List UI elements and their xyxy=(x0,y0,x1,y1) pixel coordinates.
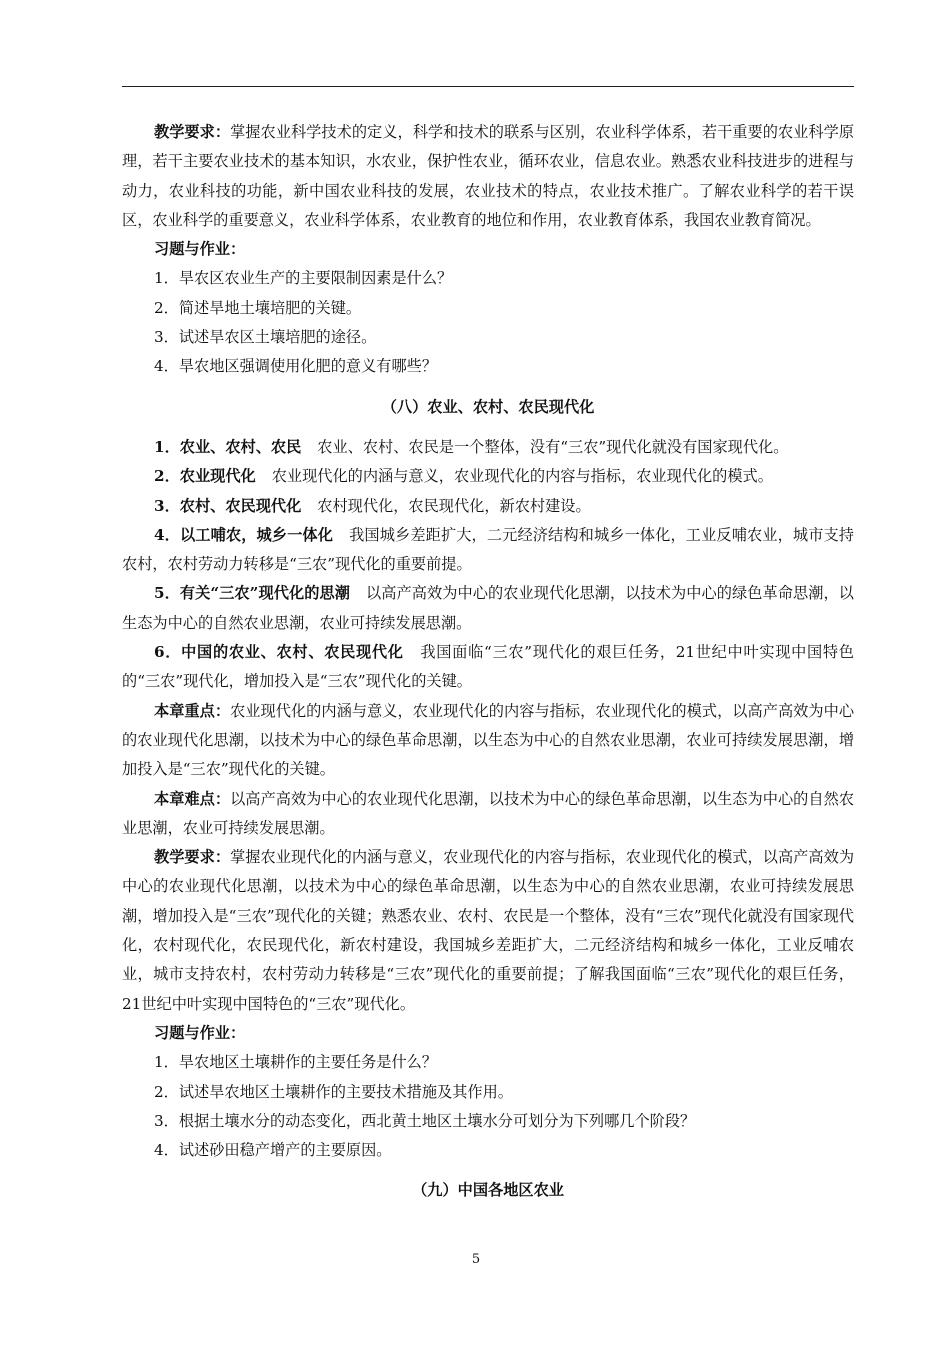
homework-question: 1．旱农区农业生产的主要限制因素是什么？ xyxy=(154,269,453,288)
chapter-difficulty xyxy=(122,785,854,844)
section-item xyxy=(122,579,854,638)
teaching-requirements xyxy=(122,843,854,1019)
chapter-difficulty-label: 本章难点： xyxy=(154,789,231,808)
header-rule xyxy=(122,86,854,87)
section-item-head: 6．中国的农业、农村、农民现代化 xyxy=(154,643,404,662)
homework-question: 2．简述旱地土壤培肥的关键。 xyxy=(154,298,362,317)
section-item-head: 3．农村、农民现代化 xyxy=(154,496,302,515)
section-item-head: 5．有关“三农”现代化的思潮 xyxy=(154,584,350,603)
homework-question: 2．试述旱农地区土壤耕作的主要技术措施及其作用。 xyxy=(154,1082,513,1101)
section-item-text: 以高产高效为中心的农业现代化思潮，以技术为中心的绿色革命思潮，以生态为中心的自然农业思潮，农业可持续发展思潮。 xyxy=(122,584,854,632)
section-item-head: 1．农业、农村、农民 xyxy=(154,437,302,456)
teaching-requirements xyxy=(122,118,854,235)
homework-question: 1．旱农地区土壤耕作的主要任务是什么？ xyxy=(154,1053,438,1072)
section-9-title: （九）中国各地区农业 xyxy=(412,1181,564,1200)
section-item-text: 农业现代化的内涵与意义，农业现代化的内容与指标，农业现代化的模式。 xyxy=(271,467,773,486)
section-item xyxy=(122,462,854,491)
section-item xyxy=(122,433,854,462)
teaching-requirements-label: 教学要求： xyxy=(154,123,231,141)
chapter-focus-text: 农业现代化的内涵与意义，农业现代化的内容与指标，农业现代化的模式，以高产高效为中心的农业现代化思潮，以技术为中心的绿色革命思潮，以生态为中心的自然农业思潮，农业可持续发展思潮，增加投入是“三农”现代化的关键。 xyxy=(122,701,855,779)
section-item-head: 4．以工哺农，城乡一体化 xyxy=(154,525,334,544)
section-8-title: （八）农业、农村、农民现代化 xyxy=(381,397,595,416)
homework-label: 习题与作业： xyxy=(154,240,246,259)
teaching-requirements-label: 教学要求： xyxy=(154,848,231,867)
section-item xyxy=(122,638,854,697)
page-number: 5 xyxy=(471,1252,481,1267)
homework-heading xyxy=(122,1019,854,1048)
homework-question: 4．试述砂田稳产增产的主要原因。 xyxy=(154,1141,392,1160)
chapter-focus xyxy=(122,697,854,785)
section-item-text: 我国面临“三农”现代化的艰巨任务，21世纪中叶实现中国特色的“三农”现代化，增加投入是“三农”现代化的关键。 xyxy=(122,643,854,691)
chapter-focus-label: 本章重点： xyxy=(154,701,231,720)
section-item xyxy=(122,492,854,521)
section-item-text: 农村现代化，农民现代化，新农村建设。 xyxy=(317,496,591,515)
page-body xyxy=(122,118,854,1206)
section-item-text: 我国城乡差距扩大，二元经济结构和城乡一体化，工业反哺农业，城市支持农村，农村劳动力转移是“三农”现代化的重要前提。 xyxy=(122,525,854,574)
teaching-requirements-text: 掌握农业现代化的内涵与意义，农业现代化的内容与指标，农业现代化的模式，以高产高效为中心的农业现代化思潮，以技术为中心的绿色革命思潮，以生态为中心的自然农业思潮，农业可持续发展思潮，增加投入是“三农”现代化的关键；熟悉农业、农村、农民是一个整体，没有“三农”现代化就没有国家现代化，农村现代化，农民现代化，新农村建设，我国城乡差距扩大，二元经济结构和城乡一体化，工业反哺农业，城市支持农村，农村劳动力转移是“三农”现代化的重要前提；了解我国面临“三农”现代化的艰巨任务，21世纪中叶实现中国特色的“三农”现代化。 xyxy=(122,848,855,1013)
section-item-head: 2．农业现代化 xyxy=(154,467,256,486)
section-item-text: 农业、农村、农民是一个整体，没有“三农”现代化就没有国家现代化。 xyxy=(317,437,789,456)
chapter-difficulty-text: 以高产高效为中心的农业现代化思潮，以技术为中心的绿色革命思潮，以生态为中心的自然农业思潮，农业可持续发展思潮。 xyxy=(122,789,855,837)
homework-question: 4．旱农地区强调使用化肥的意义有哪些？ xyxy=(154,357,438,376)
teaching-requirements-text: 掌握农业科学技术的定义，科学和技术的联系与区别，农业科学体系，若干重要的农业科学原理，若干主要农业技术的基本知识，水农业，保护性农业，循环农业，信息农业。熟悉农业科技进步的进程与动力，农业科技的功能，新中国农业科技的发展，农业技术的特点，农业技术推广。了解农业科学的若干误区，农业科学的重要意义，农业科学体系，农业教育的地位和作用，农业教育体系，我国农业教育简况。 xyxy=(122,123,855,229)
homework-label: 习题与作业： xyxy=(154,1023,246,1042)
homework-heading xyxy=(122,235,854,264)
homework-question: 3．根据土壤水分的动态变化，西北黄土地区土壤水分可划分为下列哪几个阶段？ xyxy=(154,1111,696,1130)
homework-question: 3．试述旱农区土壤培肥的途径。 xyxy=(154,328,377,347)
section-item xyxy=(122,521,854,580)
